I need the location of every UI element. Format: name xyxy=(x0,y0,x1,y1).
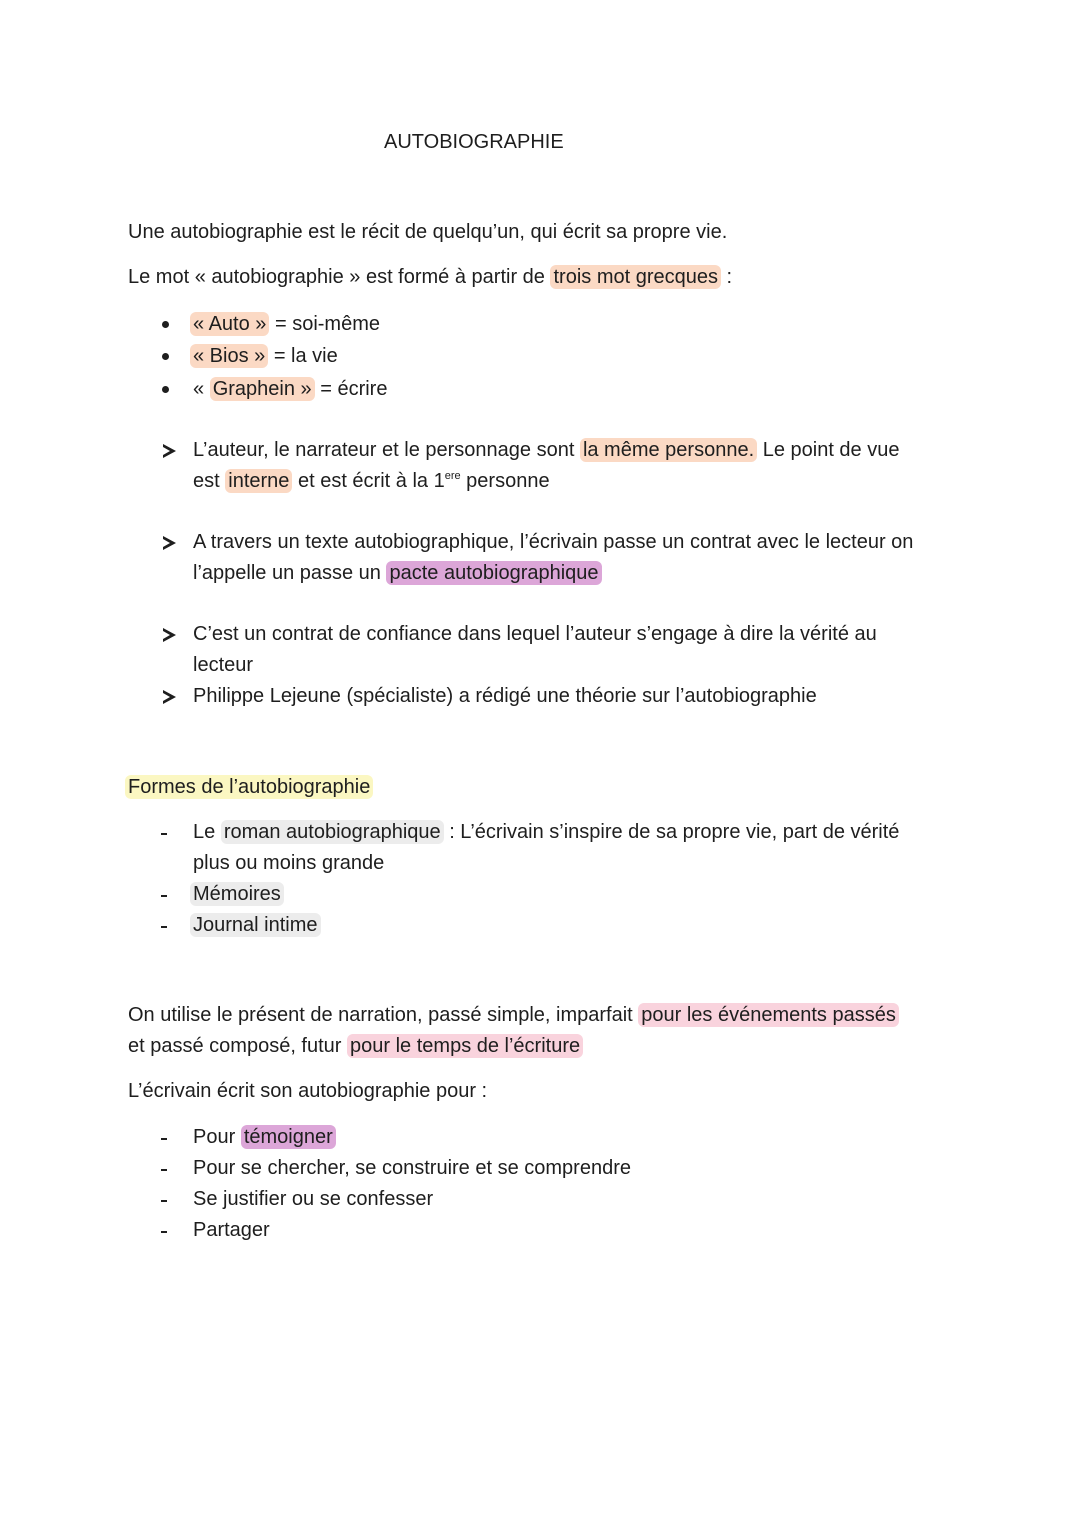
form-item-memoires xyxy=(190,879,284,910)
highlight-memoires: Mémoires xyxy=(190,882,284,906)
form-item-journal xyxy=(190,910,321,941)
bullet-dot-icon xyxy=(162,386,169,393)
term-definition: = soi-même xyxy=(269,313,380,335)
point-3-line-1: C’est un contrat de confiance dans lequel l’auteur s’engage à dire la vérité au xyxy=(193,623,877,645)
point-1-line-2 xyxy=(193,466,550,497)
list-item-graphein xyxy=(193,374,387,405)
highlight-meme-personne: la même personne. xyxy=(580,438,757,462)
highlight-term: Graphein » xyxy=(210,377,315,401)
highlight-trois-mots: trois mot grecques xyxy=(550,265,721,289)
highlight-pacte: pacte autobiographique xyxy=(386,561,601,585)
highlight-temoigner: témoigner xyxy=(241,1125,336,1149)
term-definition: = écrire xyxy=(314,378,388,400)
reason-item-temoigner xyxy=(193,1122,336,1153)
dash-bullet-icon xyxy=(161,1200,167,1202)
reasons-intro: L’écrivain écrit son autobiographie pour : xyxy=(128,1080,488,1102)
form-text: : L’écrivain s’inspire de sa propre vie, part de vérité xyxy=(443,821,900,843)
point-1-line-1 xyxy=(193,435,899,466)
form-item-roman-cont: plus ou moins grande xyxy=(193,852,385,874)
point-text: et est écrit à la 1 xyxy=(292,470,445,492)
section-heading-formes xyxy=(125,772,373,803)
dash-bullet-icon xyxy=(161,1231,167,1233)
highlight-journal: Journal intime xyxy=(190,913,321,937)
point-text: L’auteur, le narrateur et le personnage sont xyxy=(193,439,580,461)
reason-item-chercher: Pour se chercher, se construire et se comprendre xyxy=(193,1157,631,1179)
dash-bullet-icon xyxy=(161,1138,167,1140)
point-text: personne xyxy=(460,470,550,492)
list-item-bios xyxy=(190,341,338,372)
reason-text: Pour xyxy=(193,1126,241,1148)
dash-bullet-icon xyxy=(161,895,167,897)
superscript-ere: ere xyxy=(444,470,461,482)
tenses-text: On utilise le présent de narration, passé simple, imparfait xyxy=(128,1004,639,1026)
tenses-text: et passé composé, futur xyxy=(128,1035,348,1057)
term-definition: = la vie xyxy=(268,345,338,367)
point-text: est xyxy=(193,470,226,492)
bullet-dot-icon xyxy=(162,353,169,360)
intro-text: Le mot « autobiographie » est formé à partir de xyxy=(128,266,551,288)
intro-colon: : xyxy=(721,266,733,288)
point-3-line-2: lecteur xyxy=(193,654,254,676)
arrow-bullet-icon xyxy=(163,444,176,458)
highlight-roman: roman autobiographique xyxy=(221,820,444,844)
form-item-roman xyxy=(193,817,899,848)
intro-line-1: Une autobiographie est le récit de quelqu’un, qui écrit sa propre vie. xyxy=(128,221,728,243)
highlight-evenements: pour les événements passés xyxy=(638,1003,899,1027)
reason-item-partager: Partager xyxy=(193,1219,270,1241)
point-2-line-1: A travers un texte autobiographique, l’écrivain passe un contrat avec le lecteur on xyxy=(193,531,914,553)
highlight-interne: interne xyxy=(225,469,292,493)
form-text: Le xyxy=(193,821,221,843)
point-text: l’appelle un passe un xyxy=(193,562,387,584)
reason-item-justifier: Se justifier ou se confesser xyxy=(193,1188,434,1210)
arrow-bullet-icon xyxy=(163,628,176,642)
highlight-heading: Formes de l’autobiographie xyxy=(125,775,373,799)
highlight-term: « Auto » xyxy=(190,312,269,336)
bullet-dot-icon xyxy=(162,321,169,328)
highlight-term: « Bios » xyxy=(190,344,268,368)
tenses-line-1 xyxy=(128,1000,899,1031)
page-title: AUTOBIOGRAPHIE xyxy=(384,131,564,153)
dash-bullet-icon xyxy=(161,833,167,835)
point-4: Philippe Lejeune (spécialiste) a rédigé une théorie sur l’autobiographie xyxy=(193,685,817,707)
highlight-ecriture: pour le temps de l’écriture xyxy=(347,1034,583,1058)
intro-line-2 xyxy=(128,262,732,293)
list-item-auto xyxy=(190,309,380,340)
point-text: Le point de vue xyxy=(757,439,900,461)
arrow-bullet-icon xyxy=(163,690,176,704)
arrow-bullet-icon xyxy=(163,536,176,550)
dash-bullet-icon xyxy=(161,1169,167,1171)
tenses-line-2 xyxy=(128,1031,583,1062)
point-2-line-2 xyxy=(193,558,602,589)
dash-bullet-icon xyxy=(161,926,167,928)
term-quote: « xyxy=(193,378,210,400)
